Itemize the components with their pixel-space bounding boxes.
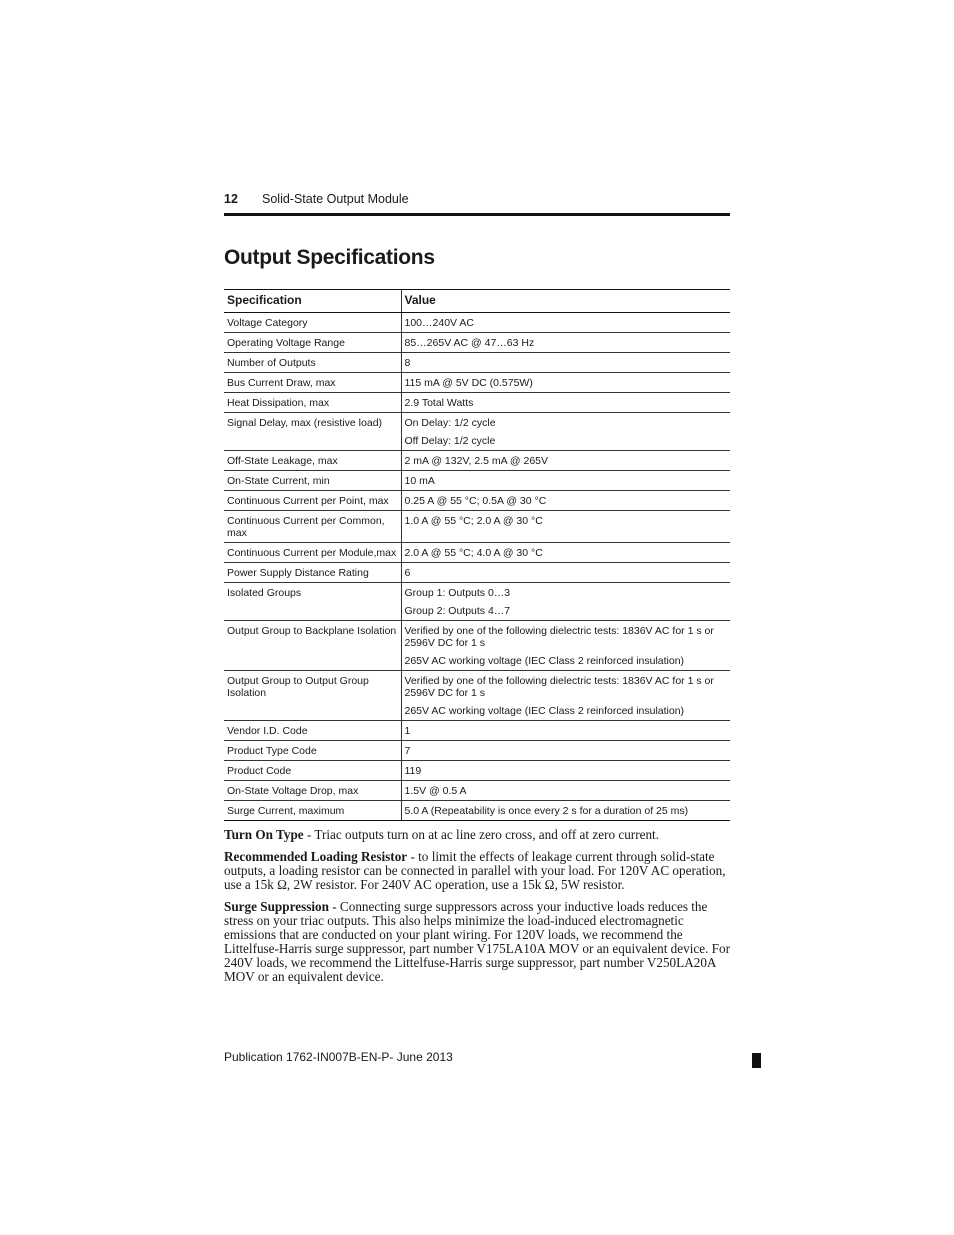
value-line: On Delay: 1/2 cycle — [404, 417, 496, 429]
spec-value-cell — [401, 801, 730, 821]
spec-name-cell: Heat Dissipation, max — [224, 393, 401, 413]
paragraph-label: Surge Suppression — [224, 899, 329, 914]
value-line: Verified by one of the following dielectric tests: 1836V AC for 1 s or 2596V DC for 1 s — [404, 625, 714, 649]
value-line: 1 — [404, 725, 411, 737]
spec-name-cell: Product Code — [224, 761, 401, 781]
value-line: Off Delay: 1/2 cycle — [404, 435, 496, 447]
value-line: 265V AC working voltage (IEC Class 2 reinforced insulation) — [404, 655, 685, 667]
value-line: 7 — [404, 745, 411, 757]
spec-name-cell: Continuous Current per Common, max — [224, 511, 401, 543]
column-header-specification: Specification — [224, 290, 401, 313]
publication-footer: Publication 1762-IN007B-EN-P- June 2013 — [224, 1050, 453, 1064]
running-header — [224, 192, 730, 212]
table-row — [224, 721, 730, 741]
spec-value-cell — [401, 451, 730, 471]
value-line: 6 — [404, 567, 411, 579]
spec-name-cell: Product Type Code — [224, 741, 401, 761]
value-line: 2.0 A @ 55 °C; 4.0 A @ 30 °C — [404, 547, 543, 559]
spec-name-cell: Continuous Current per Point, max — [224, 491, 401, 511]
value-line: 2 mA @ 132V, 2.5 mA @ 265V — [404, 455, 549, 467]
spec-value-cell — [401, 333, 730, 353]
table-row — [224, 511, 730, 543]
spec-value-cell — [401, 471, 730, 491]
paragraph-label: Turn On Type — [224, 827, 304, 842]
value-line: Group 1: Outputs 0…3 — [404, 587, 511, 599]
spec-value-cell — [401, 393, 730, 413]
spec-value-cell — [401, 491, 730, 511]
table-row — [224, 353, 730, 373]
table-row — [224, 373, 730, 393]
spec-value-cell — [401, 563, 730, 583]
page-edge-marker — [752, 1053, 761, 1068]
table-row — [224, 761, 730, 781]
value-line: 1.5V @ 0.5 A — [404, 785, 467, 797]
table-row — [224, 471, 730, 491]
spec-name-cell: Operating Voltage Range — [224, 333, 401, 353]
paragraph-text: - to limit the effects of leakage current through solid-state outputs, a loading resistor can be connected in parallel with your load. For 120V AC operation, use a 15k Ω, 2W resistor. For 240V AC operation, use a 15k Ω, 5W resistor. — [224, 849, 726, 892]
spec-value-cell — [401, 621, 730, 671]
value-line: 10 mA — [404, 475, 435, 487]
table-row — [224, 563, 730, 583]
spec-name-cell: Off-State Leakage, max — [224, 451, 401, 471]
value-line: 119 — [404, 765, 422, 777]
value-line: 115 mA @ 5V DC (0.575W) — [404, 377, 533, 389]
spec-name-cell: Vendor I.D. Code — [224, 721, 401, 741]
table-body — [224, 313, 730, 821]
spec-value-cell — [401, 781, 730, 801]
table-row — [224, 801, 730, 821]
value-line: 8 — [404, 357, 411, 369]
value-line: 1.0 A @ 55 °C; 2.0 A @ 30 °C — [404, 515, 543, 527]
table-row — [224, 451, 730, 471]
paragraph-text: - Triac outputs turn on at ac line zero cross, and off at zero current. — [303, 827, 659, 842]
table-row — [224, 333, 730, 353]
spec-value-cell — [401, 721, 730, 741]
spec-value-cell — [401, 671, 730, 721]
table-row — [224, 491, 730, 511]
value-line: 100…240V AC — [404, 317, 474, 329]
spec-value-cell — [401, 353, 730, 373]
value-line: 0.25 A @ 55 °C; 0.5A @ 30 °C — [404, 495, 547, 507]
spec-name-cell: Output Group to Output Group Isolation — [224, 671, 401, 721]
spec-name-cell: Continuous Current per Module,max — [224, 543, 401, 563]
value-line: 2.9 Total Watts — [404, 397, 474, 409]
paragraph-text: - Connecting surge suppressors across your inductive loads reduces the stress on your triac outputs. This also helps minimize the load-induced electromagnetic emissions that are conducted on your plant wiring. For 120V loads, we recommend the Littelfuse-Harris surge suppressor, part number V175LA10A MOV or an equivalent device. For 240V loads, we recommend the Littelfuse-Harris surge suppressor, part number V250LA20A MOV or an equivalent device. — [224, 899, 730, 984]
spec-value-cell — [401, 761, 730, 781]
paragraph-label: Recommended Loading Resistor — [224, 849, 408, 864]
page-number: 12 — [224, 192, 238, 206]
paragraph-surge-suppression — [224, 900, 730, 984]
value-line: Group 2: Outputs 4…7 — [404, 605, 511, 617]
spec-value-cell — [401, 511, 730, 543]
paragraph-loading-resistor — [224, 850, 730, 892]
spec-value-cell — [401, 583, 730, 621]
value-line: 5.0 A (Repeatability is once every 2 s for a duration of 25 ms) — [404, 805, 689, 817]
spec-name-cell: Voltage Category — [224, 313, 401, 333]
table-row — [224, 741, 730, 761]
spec-name-cell: On-State Current, min — [224, 471, 401, 491]
spec-value-cell — [401, 741, 730, 761]
spec-name-cell: On-State Voltage Drop, max — [224, 781, 401, 801]
table-row — [224, 413, 730, 451]
table-row — [224, 543, 730, 563]
table-row — [224, 313, 730, 333]
value-line: 265V AC working voltage (IEC Class 2 reinforced insulation) — [404, 705, 685, 717]
spec-value-cell — [401, 413, 730, 451]
spec-value-cell — [401, 373, 730, 393]
spec-value-cell — [401, 543, 730, 563]
table-row — [224, 671, 730, 721]
table-header-row — [224, 290, 730, 313]
table-row — [224, 583, 730, 621]
spec-name-cell: Isolated Groups — [224, 583, 401, 621]
value-line: Verified by one of the following dielectric tests: 1836V AC for 1 s or 2596V DC for 1 s — [404, 675, 714, 699]
spec-name-cell: Signal Delay, max (resistive load) — [224, 413, 401, 451]
spec-name-cell: Bus Current Draw, max — [224, 373, 401, 393]
spec-name-cell: Surge Current, maximum — [224, 801, 401, 821]
document-title: Solid-State Output Module — [262, 192, 409, 206]
table-row — [224, 621, 730, 671]
output-specifications-table — [224, 289, 730, 821]
section-title: Output Specifications — [224, 246, 435, 269]
value-line: 85…265V AC @ 47…63 Hz — [404, 337, 535, 349]
header-rule — [224, 213, 730, 216]
table-row — [224, 393, 730, 413]
table-row — [224, 781, 730, 801]
column-header-value: Value — [401, 290, 730, 313]
spec-value-cell — [401, 313, 730, 333]
spec-name-cell: Number of Outputs — [224, 353, 401, 373]
spec-name-cell: Power Supply Distance Rating — [224, 563, 401, 583]
paragraph-turn-on-type — [224, 828, 730, 842]
spec-name-cell: Output Group to Backplane Isolation — [224, 621, 401, 671]
